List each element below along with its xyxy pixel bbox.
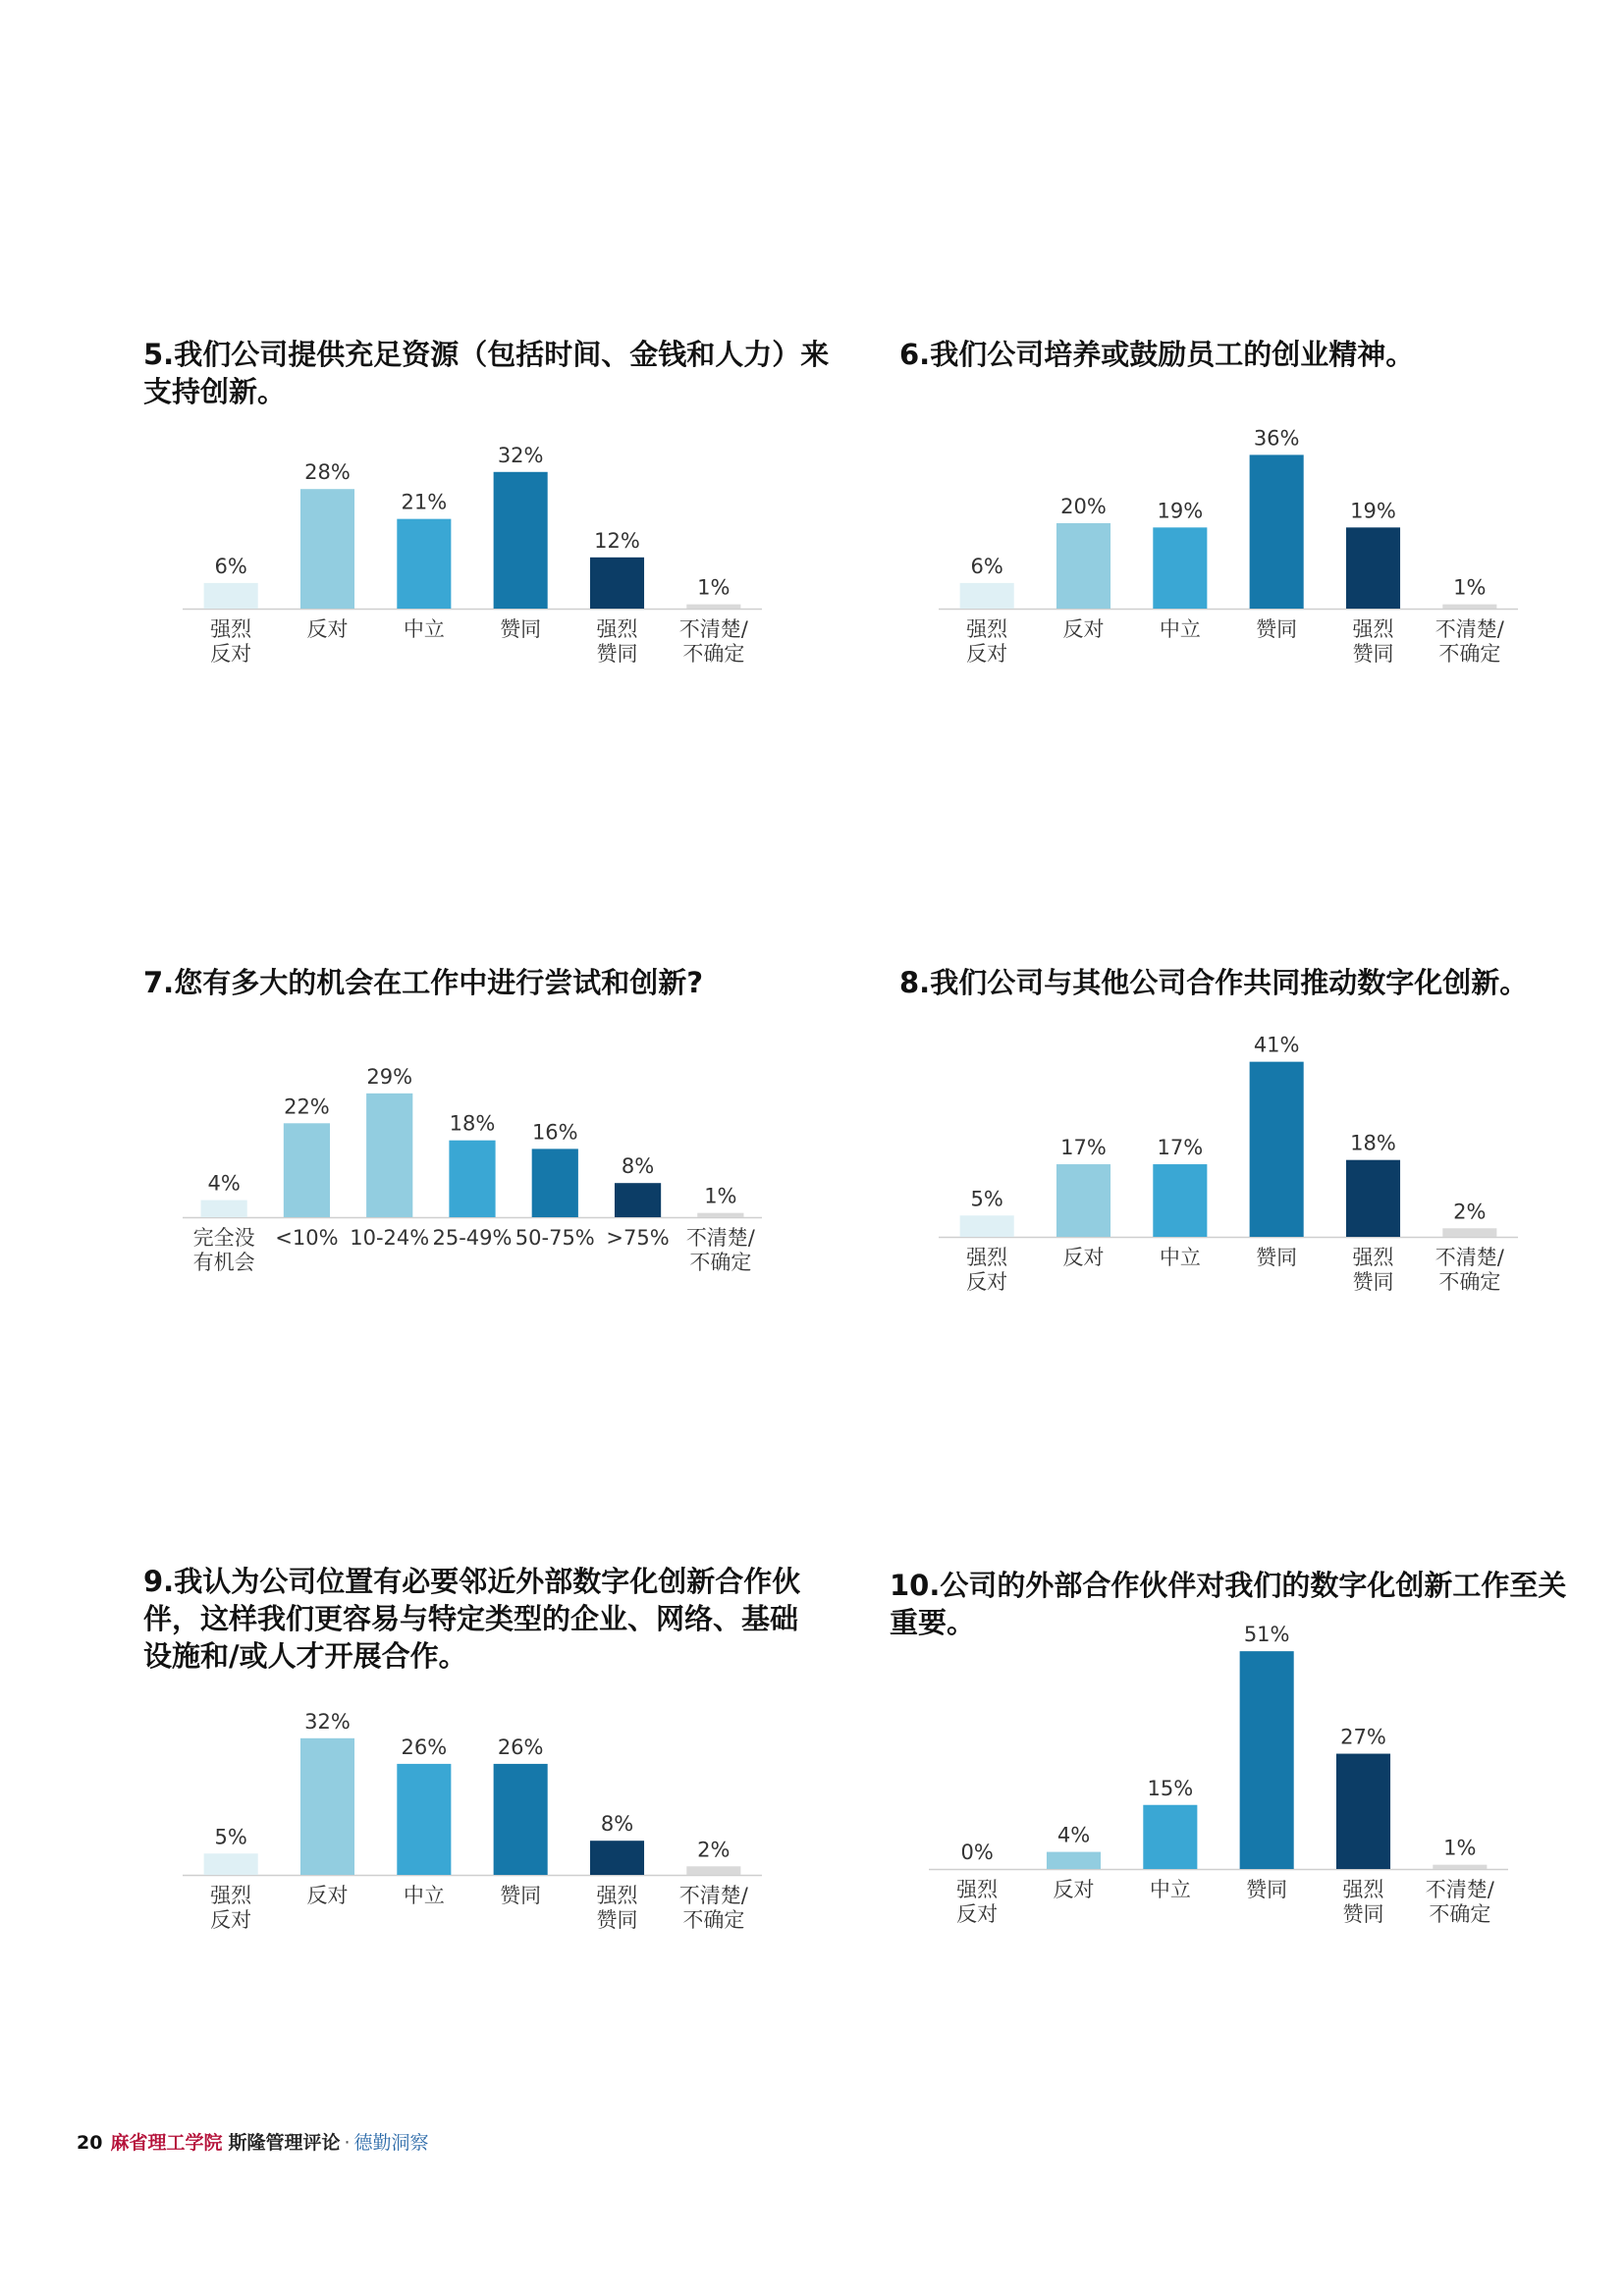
data-label: 20% [1060,495,1107,518]
data-label: 27% [1340,1725,1386,1749]
data-label: 51% [1243,1623,1290,1647]
bar [449,1141,495,1217]
data-label: 21% [401,490,448,514]
footer-publication: 斯隆管理评论 [228,2132,341,2154]
data-label: 32% [497,443,544,467]
category-label: 中立 [403,617,445,641]
data-label: 32% [304,1709,351,1734]
bar-chart [143,1042,870,1288]
bar [300,1738,354,1875]
category-label: 完全没有机会 [192,1226,255,1274]
bar [1442,1228,1496,1237]
data-label: 6% [214,554,247,578]
data-label: 16% [531,1120,578,1145]
bar [590,1841,644,1875]
data-label: 2% [1453,1200,1487,1224]
category-label: 反对 [1062,617,1105,641]
bar [590,558,644,609]
category-label: 反对 [1053,1878,1095,1901]
data-label: 1% [697,575,731,600]
chart-panel-6 [899,336,1624,666]
data-label: 17% [1157,1136,1204,1160]
data-label: 8% [621,1154,655,1179]
footer-partner: 德勤洞察 [353,2132,429,2154]
category-label: 强烈反对 [966,617,1008,666]
category-label: 50-75% [514,1226,595,1250]
category-label: 25-49% [432,1226,513,1250]
footer-separator: · [344,2132,351,2154]
bar [1056,523,1110,609]
category-label: 赞同 [1246,1878,1288,1901]
data-label: 15% [1147,1776,1194,1800]
bar [201,1201,247,1217]
category-label: 反对 [306,617,349,641]
bar [397,519,451,609]
data-label: 8% [600,1812,634,1837]
data-label: 17% [1060,1136,1107,1160]
bar-chart [143,1709,870,1946]
bar [960,583,1014,609]
chart-title: 9.我认为公司位置有必要邻近外部数字化创新合作伙伴，这样我们更容易与特定类型的企业、网络、基础设施和/或人才开展合作。 [143,1565,801,1673]
data-label: 19% [1157,499,1204,523]
bar [1153,1164,1207,1237]
category-label: 中立 [403,1884,445,1907]
page-number: 20 [77,2132,103,2154]
data-label: 2% [697,1838,731,1862]
category-label: 强烈反对 [966,1246,1008,1294]
category-label: 赞同 [1256,1246,1298,1269]
bar [1240,1651,1294,1869]
data-label: 26% [497,1735,544,1759]
data-label: 0% [960,1841,994,1864]
category-label: 中立 [1159,617,1201,641]
bar [1153,527,1207,609]
chart-title: 7.您有多大的机会在工作中进行尝试和创新? [143,966,704,999]
category-label: 赞同 [1256,617,1298,641]
bar [284,1123,330,1217]
data-label: 41% [1253,1033,1300,1057]
category-label: 不清楚/不确定 [1435,617,1504,666]
category-label: 强烈赞同 [1352,617,1394,666]
chart-panel-10 [890,1567,1616,1926]
bar [1346,527,1400,609]
data-label: 1% [1453,575,1487,600]
category-label: 强烈反对 [210,617,252,666]
bar [1056,1164,1110,1237]
data-label: 5% [970,1187,1003,1211]
chart-title: 6.我们公司培养或鼓励员工的创业精神。 [899,338,1415,371]
category-label: 中立 [1159,1246,1201,1269]
chart-panel-7 [143,964,870,1274]
bar [1442,605,1496,609]
data-label: 18% [449,1111,496,1136]
data-label: 4% [207,1171,241,1196]
bar [686,605,740,609]
data-label: 6% [970,554,1003,578]
bar [615,1183,661,1217]
data-label: 1% [1443,1836,1477,1860]
category-label: 赞同 [500,617,542,641]
category-label: >75% [606,1226,670,1250]
data-label: 4% [1056,1823,1091,1847]
category-label: 强烈赞同 [596,617,638,666]
bar-chart [899,395,1624,679]
chart-title: 10.公司的外部合作伙伴对我们的数字化创新工作至关重要。 [890,1569,1567,1639]
category-label: 反对 [306,1884,349,1907]
bar-chart [890,1623,1616,1940]
chart-title: 5.我们公司提供充足资源（包括时间、金钱和人力）来支持创新。 [143,338,830,408]
page-footer [77,2128,429,2155]
data-label: 29% [366,1064,413,1089]
bar-chart [143,444,870,679]
category-label: 不清楚/不确定 [678,617,748,666]
data-label: 12% [594,528,640,553]
data-label: 28% [304,460,351,485]
category-label: <10% [275,1226,339,1250]
bar [1336,1754,1390,1869]
category-label: 强烈赞同 [1342,1878,1384,1926]
bar [1047,1852,1101,1869]
bar [1250,1062,1304,1237]
data-label: 5% [214,1825,247,1849]
data-label: 36% [1253,426,1300,451]
bar [1433,1865,1487,1869]
category-label: 反对 [1062,1246,1105,1269]
category-label: 10-24% [350,1226,430,1250]
bar [532,1148,578,1217]
bar-chart [899,1023,1624,1308]
bar [494,1764,548,1875]
category-label: 强烈赞同 [596,1884,638,1932]
chart-panel-9 [143,1563,870,1932]
category-label: 不清楚/不确定 [685,1226,755,1274]
bar [204,1853,258,1875]
bar [300,489,354,609]
data-label: 26% [401,1735,448,1759]
category-label: 强烈反对 [956,1878,999,1926]
bar [686,1866,740,1875]
bar [204,583,258,609]
category-label: 赞同 [500,1884,542,1907]
chart-title: 8.我们公司与其他公司合作共同推动数字化创新。 [899,966,1529,999]
data-label: 22% [284,1095,330,1119]
category-label: 中立 [1149,1878,1191,1901]
chart-panel-8 [899,964,1624,1294]
bar [697,1213,743,1217]
category-label: 不清楚/不确定 [678,1884,748,1932]
bar [1250,454,1304,609]
bar [494,472,548,609]
category-label: 不清楚/不确定 [1435,1246,1504,1294]
footer-institution: 麻省理工学院 [110,2132,223,2154]
category-label: 强烈反对 [210,1884,252,1932]
bar [397,1764,451,1875]
chart-panel-5 [143,336,870,666]
data-label: 19% [1350,499,1396,523]
bar [1346,1160,1400,1237]
category-label: 不清楚/不确定 [1425,1878,1494,1926]
data-label: 1% [704,1184,737,1208]
bar [366,1094,412,1217]
data-label: 18% [1350,1131,1396,1155]
bar [1143,1805,1197,1869]
category-label: 强烈赞同 [1352,1246,1394,1294]
bar [960,1215,1014,1237]
